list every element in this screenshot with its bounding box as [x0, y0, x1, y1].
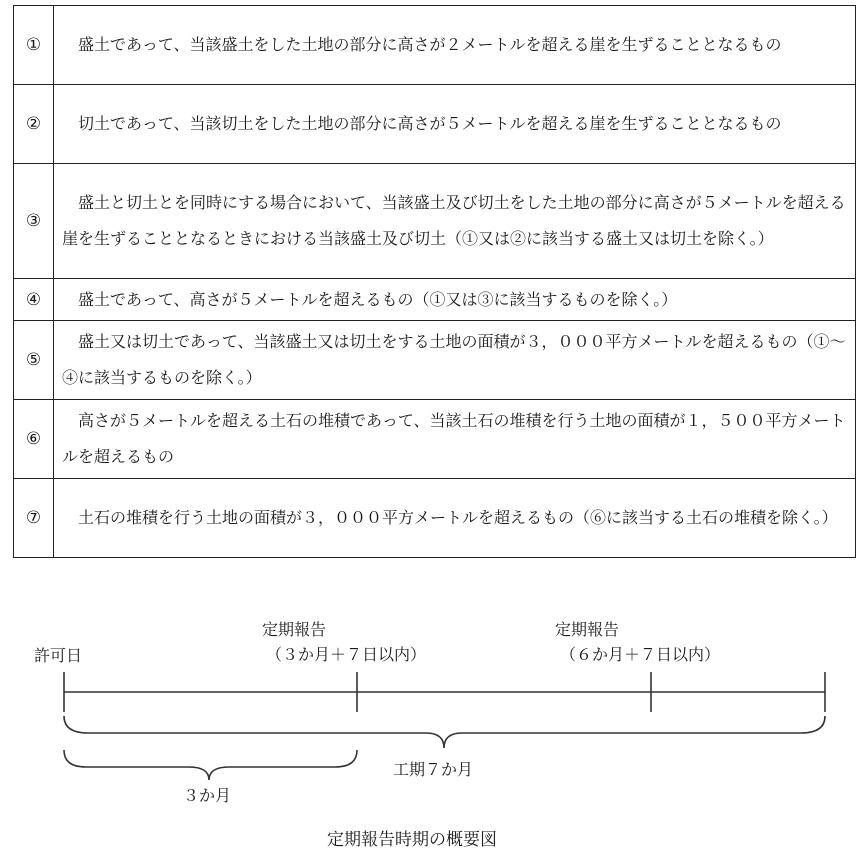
report2-title: 定期報告: [555, 620, 620, 639]
row-number: ⑥: [14, 400, 54, 479]
row-number: ⑦: [14, 479, 54, 558]
row-number: ①: [14, 6, 54, 85]
table-row: [14, 85, 856, 164]
report2-period: （６か月＋７日以内）: [560, 645, 721, 664]
row-text: 切土であって、当該切土をした土地の部分に高さが５メートルを超える崖を生ずることとなるもの: [54, 85, 856, 164]
short-span-label: ３か月: [183, 786, 232, 805]
row-text: 盛土であって、当該盛土をした土地の部分に高さが２メートルを超える崖を生ずることとなるもの: [54, 6, 856, 85]
table-row: [14, 279, 856, 321]
row-text: 土石の堆積を行う土地の面積が３，０００平方メートルを超えるもの（⑥に該当する土石の堆積を除く。）: [54, 479, 856, 558]
row-number: ⑤: [14, 321, 54, 400]
row-text: 盛土又は切土であって、当該盛土又は切土をする土地の面積が３，０００平方メートルを超えるもの（①～④に該当するものを除く。）: [54, 321, 856, 400]
row-text: 高さが５メートルを超える土石の堆積であって、当該土石の堆積を行う土地の面積が１，５００平方メートルを超えるもの: [54, 400, 856, 479]
report1-title: 定期報告: [262, 620, 327, 639]
diagram-caption: 定期報告時期の概要図: [327, 830, 497, 850]
row-number: ②: [14, 85, 54, 164]
row-text: 盛土と切土とを同時にする場合において、当該盛土及び切土をした土地の部分に高さが５メートルを超える崖を生ずることとなるときにおける当該盛土及び切土（①又は②に該当する盛土又は切土を除く。）: [54, 164, 856, 279]
row-number: ③: [14, 164, 54, 279]
row-text: 盛土であって、高さが５メートルを超えるもの（①又は③に該当するものを除く。）: [54, 279, 856, 321]
table-row: [14, 400, 856, 479]
total-span-label: 工期７か月: [393, 760, 474, 779]
timeline-diagram: [0, 600, 865, 856]
requirements-table-container: [13, 5, 856, 558]
table-row: [14, 6, 856, 85]
report1-period: （３か月＋７日以内）: [266, 645, 427, 664]
row-number: ④: [14, 279, 54, 321]
table-row: [14, 479, 856, 558]
total-span-brace: [64, 716, 825, 748]
table-row: [14, 321, 856, 400]
timeline-graphic: [0, 600, 865, 856]
short-span-brace: [64, 750, 357, 780]
requirements-table: [13, 5, 856, 558]
table-row: [14, 164, 856, 279]
start-label: 許可日: [34, 646, 83, 665]
